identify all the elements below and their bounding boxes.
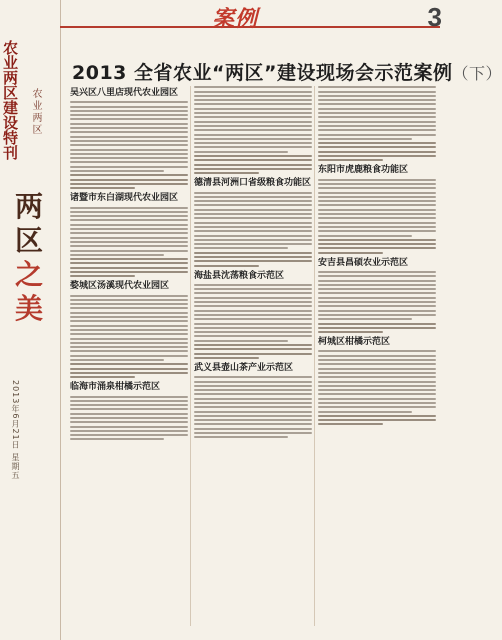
section-title-part1: 两区: [14, 190, 43, 257]
column-3: [318, 84, 436, 634]
article-body: [194, 284, 312, 359]
sidebar-date-line: 2013年6月21日 星期五: [11, 380, 20, 481]
section-heading: 德清县河洲口省级粮食功能区: [194, 178, 312, 189]
article-body: [194, 192, 312, 267]
column-1: [70, 84, 188, 634]
section-heading: 海盐县沈荡粮食示范区: [194, 270, 285, 281]
article-body: [194, 376, 312, 438]
article-body: [70, 207, 188, 278]
column-divider: [190, 86, 191, 626]
sidebar-section-title: [6, 190, 52, 326]
section-heading: 武义县壶山茶产业示范区: [194, 362, 294, 373]
section-heading: 诸暨市东白湖现代农业园区: [70, 193, 179, 204]
sidebar-logo: 农业两区建设特刊: [1, 40, 19, 160]
article-body: [194, 86, 312, 174]
section-heading: 东阳市虎鹿粮食功能区: [318, 165, 409, 176]
section-title-part2: 之美: [14, 258, 43, 325]
page-number: 3: [427, 2, 442, 32]
section-heading: 吴兴区八里店现代农业园区: [70, 88, 179, 98]
column-2: [194, 84, 312, 634]
section-heading: 婺城区汤溪现代农业园区: [70, 281, 170, 292]
article-body: [318, 179, 436, 254]
section-brand: 案例: [212, 6, 259, 32]
left-sidebar: [0, 0, 61, 640]
section-heading: 安吉县昌硕农业示范区: [318, 257, 409, 268]
article-body: [318, 86, 436, 161]
article-body: [318, 271, 436, 333]
column-divider: [314, 86, 315, 626]
article-body: [70, 295, 188, 379]
sidebar-subtitle: 农业两区: [30, 88, 41, 136]
headline-text: 2013 全省农业“两区”建设现场会示范案例: [72, 62, 453, 84]
section-heading: 柯城区柑橘示范区: [318, 337, 391, 348]
article-body: [318, 350, 436, 425]
article-body: [70, 396, 188, 441]
article-body: [70, 101, 188, 189]
article-headline: [72, 58, 502, 85]
headline-suffix: （下）: [452, 64, 502, 83]
section-heading: 临海市涌泉柑橘示范区: [70, 382, 161, 393]
